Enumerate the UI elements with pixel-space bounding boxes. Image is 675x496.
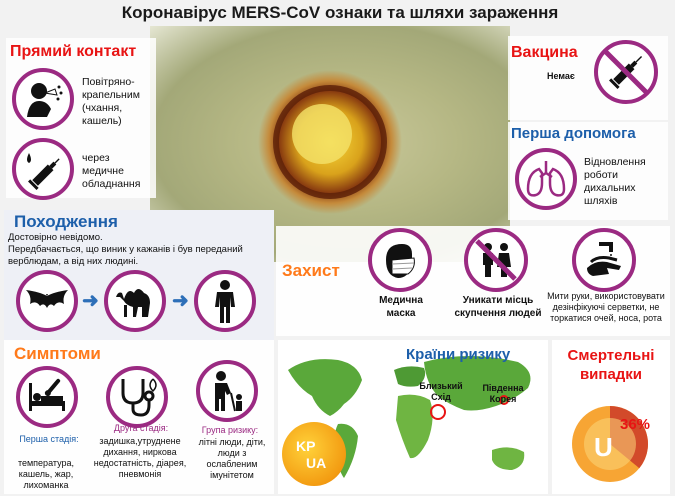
protection-title: Захист	[282, 261, 340, 280]
stage1-label: Перша стадія:	[19, 434, 79, 444]
origin-text-2: Передбачається, що виник у кажанів і був переданий верблюдам, а від них людині.	[8, 244, 243, 267]
svg-text:UA: UA	[306, 455, 327, 471]
camel-icon	[104, 270, 166, 332]
vaccine-title: Вакцина	[511, 44, 578, 61]
risk-group-label: Група ризику:	[201, 425, 259, 435]
mask-icon	[368, 228, 432, 292]
stage2-label: Друга стадія:	[113, 423, 169, 433]
stage2-text: задишка,утруднене дихання, ниркова недостатність, діарея, пневмонія	[93, 436, 187, 479]
symptoms-title: Симптоми	[14, 344, 101, 363]
kpua-logo	[282, 422, 346, 486]
bat-icon	[16, 270, 78, 332]
vaccine-text: Немає	[547, 71, 575, 81]
origin-title: Походження	[14, 212, 118, 231]
svg-text:U: U	[594, 432, 613, 462]
lungs-icon	[515, 148, 577, 210]
direct-contact-title: Прямий контакт	[10, 43, 137, 60]
first-aid-title: Перша допомога	[511, 125, 636, 142]
crowds-text: Уникати місць скупчення людей	[454, 295, 542, 319]
deaths-chart	[566, 398, 662, 486]
deaths-title: Смертельні випадки	[567, 347, 655, 383]
risk-countries-title: Країни ризику	[406, 346, 511, 363]
first-aid-text: Відновлення роботи дихальних шляхів	[584, 156, 646, 207]
stage1-text: температура, кашель, жар, лихоманка	[17, 458, 75, 490]
arrow-right-icon: ➜	[172, 290, 189, 312]
svg-text:KP: KP	[296, 438, 316, 454]
medical-equipment-text: через медичне обладнання	[82, 152, 141, 190]
syringe-icon	[12, 138, 74, 200]
page-title: Коронавірус MERS-CoV ознаки та шляхи зараження	[121, 3, 559, 22]
hand-washing-icon	[572, 228, 636, 292]
stethoscope-icon	[106, 366, 168, 428]
elderly-person-icon	[196, 360, 258, 422]
mideast-label: Близький Схід	[419, 381, 463, 402]
wash-text: Мити руки, використовувати дезінфікуючі серветки, не торкатися очей, носа, рота	[547, 291, 665, 323]
sick-bed-icon	[16, 366, 78, 428]
person-icon	[194, 270, 256, 332]
arrow-right-icon: ➜	[82, 290, 99, 312]
deaths-percent: 36%	[620, 416, 651, 433]
airborne-text: Повітряно-крапельним (чхання, кашель)	[82, 76, 140, 127]
korea-label: Південна Корея	[482, 383, 524, 404]
origin-text-1: Достовірно невідомо.	[8, 232, 103, 243]
risk-group-text: літні люди, діти, люди з ослабленим імунітетом	[198, 437, 266, 480]
sneeze-icon	[12, 68, 74, 130]
no-syringe-icon	[594, 40, 658, 104]
no-crowds-icon	[464, 228, 528, 292]
mask-text: Медична маска	[379, 295, 423, 319]
